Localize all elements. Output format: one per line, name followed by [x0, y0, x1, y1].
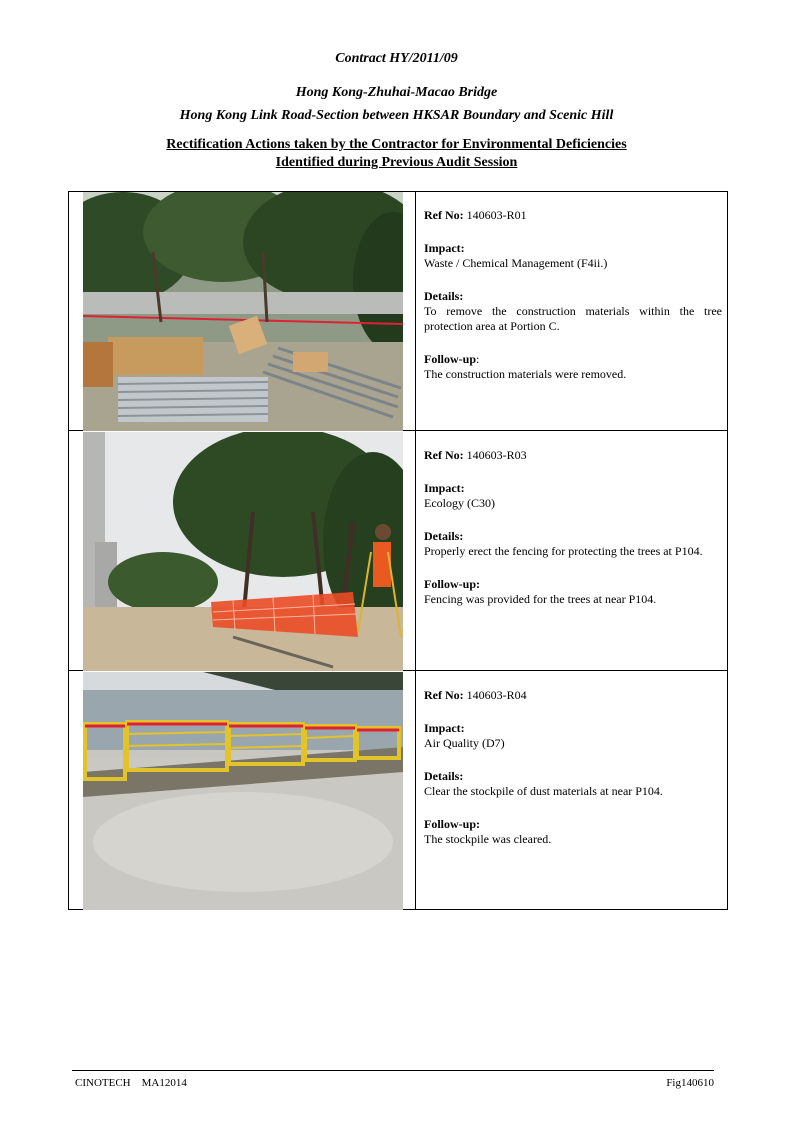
impact-value: Waste / Chemical Management (F4ii.) [424, 256, 608, 270]
followup-label: Follow-up [424, 352, 477, 366]
rectification-table [68, 191, 728, 910]
table-row [69, 192, 727, 431]
project-name: Hong Kong-Zhuhai-Macao Bridge [295, 85, 498, 100]
followup-label: Follow-up: [424, 577, 481, 591]
row-details [424, 448, 722, 625]
details-value: Properly erect the fencing for protecting the trees at P104. [424, 544, 703, 558]
impact-label: Impact: [424, 481, 465, 495]
ref-number: 140603-R03 [466, 448, 527, 462]
table-row [69, 672, 727, 911]
followup-value: Fencing was provided for the trees at near P104. [424, 592, 657, 606]
ref-number: 140603-R04 [466, 688, 527, 702]
row-details [424, 688, 722, 865]
followup-value: The stockpile was cleared. [424, 832, 552, 846]
ref-number: 140603-R01 [466, 208, 527, 222]
project-section: Hong Kong Link Road-Section between HKSAR Boundary and Scenic Hill [179, 108, 614, 123]
footer-company: CINOTECH MA12014 [75, 1077, 187, 1089]
ref-label: Ref No: [424, 208, 464, 222]
construction-materials-photo [83, 192, 403, 431]
row-details: Ref No: 140603-R01 Impact: Waste / Chemical Management (F4ii.) Details: To remove the construction materials within the tree protection area at Portion C. Follow-up: The construction materials were removed. [424, 208, 722, 381]
impact-value: Air Quality (D7) [424, 736, 505, 750]
details-label: Details: [424, 289, 464, 303]
footer-figure-number: Fig140610 [666, 1077, 714, 1089]
page-title-line2: Identified during Previous Audit Session [275, 155, 518, 170]
details-label: Details: [424, 769, 464, 783]
ref-label: Ref No: [424, 448, 464, 462]
tree-fencing-photo [83, 432, 403, 671]
page-title-line1: Rectification Actions taken by the Contractor for Environmental Deficiencies [166, 137, 627, 152]
details-label: Details: [424, 529, 464, 543]
ref-label: Ref No: [424, 688, 464, 702]
details-value: Clear the stockpile of dust materials at near P104. [424, 784, 663, 798]
impact-value: Ecology (C30) [424, 496, 495, 510]
impact-label: Impact: [424, 241, 465, 255]
followup-label: Follow-up: [424, 817, 481, 831]
details-value: To remove the construction materials within the tree protection area at Portion C. [424, 304, 722, 333]
impact-label: Impact: [424, 721, 465, 735]
footer-divider [72, 1070, 714, 1071]
followup-value: The construction materials were removed. [424, 367, 627, 381]
table-row [69, 432, 727, 671]
contract-number: Contract HY/2011/09 [335, 51, 458, 66]
cleared-stockpile-photo [83, 672, 403, 911]
